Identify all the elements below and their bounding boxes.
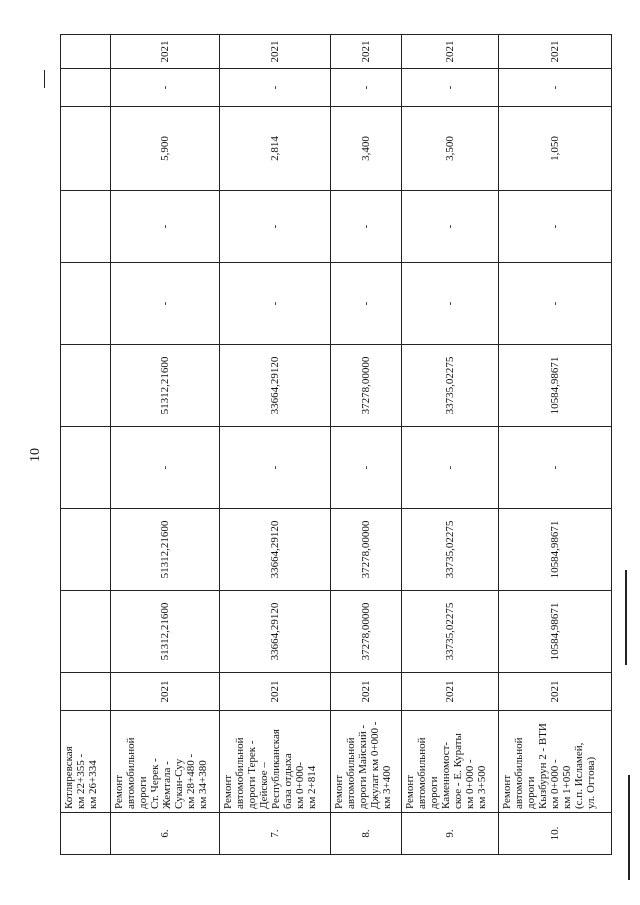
cell-number <box>61 813 111 855</box>
cell-v1: 51312,21600 <box>110 591 219 673</box>
cell-v4: 51312,21600 <box>110 345 219 427</box>
cell-number: 7. <box>220 813 330 855</box>
cell-v3: - <box>401 427 498 509</box>
cell-v4: 37278,00000 <box>330 345 401 427</box>
cell-name: Ремонт автомобильной дороги Каменномост- ское - Е. Кураты км 0+000 - км 3+500 <box>401 711 498 813</box>
cell-v2: 10584,98671 <box>499 509 612 591</box>
cell-number: 6. <box>110 813 219 855</box>
cell-v9: 2021 <box>499 35 612 69</box>
table-row <box>499 35 612 855</box>
cell-v1: 33735,02275 <box>401 591 498 673</box>
cell-number: 10. <box>499 813 612 855</box>
cell-v1: 37278,00000 <box>330 591 401 673</box>
cell-year: 2021 <box>401 673 498 711</box>
cell-v3: - <box>499 427 612 509</box>
cell-v8: - <box>220 69 330 107</box>
cell-v8: - <box>110 69 219 107</box>
cell-v9 <box>61 35 111 69</box>
cell-v3: - <box>110 427 219 509</box>
cell-v6: - <box>220 191 330 263</box>
rotated-table-container <box>60 35 612 855</box>
table-row <box>110 35 219 855</box>
cell-v2: 37278,00000 <box>330 509 401 591</box>
cell-v2: 51312,21600 <box>110 509 219 591</box>
cell-v3 <box>61 427 111 509</box>
cell-v9: 2021 <box>401 35 498 69</box>
table-row <box>61 35 111 855</box>
cell-name: Ремонт автомобильной дороги Ст. Черек - Жемтала - Сукан-Суу км 28+480 - км 34+380 <box>110 711 219 813</box>
cell-v3: - <box>330 427 401 509</box>
table-row <box>401 35 498 855</box>
cell-v8: - <box>330 69 401 107</box>
cell-year: 2021 <box>110 673 219 711</box>
cell-v5: - <box>220 263 330 345</box>
cell-year <box>61 673 111 711</box>
cell-v9: 2021 <box>330 35 401 69</box>
cell-v6: - <box>499 191 612 263</box>
cell-v1 <box>61 591 111 673</box>
cell-v9: 2021 <box>110 35 219 69</box>
cell-v6: - <box>330 191 401 263</box>
cell-v7 <box>61 107 111 191</box>
margin-mark <box>44 70 45 88</box>
cell-v2 <box>61 509 111 591</box>
cell-number: 8. <box>330 813 401 855</box>
cell-v5 <box>61 263 111 345</box>
cell-name: Котляревская км 22+355 - км 26+334 <box>61 711 111 813</box>
page-number: 10 <box>28 448 43 462</box>
cell-name: Ремонт автомобильной дороги Кызбурун 2 - ВТИ км 0+000 - км 1+050 (с.п. Исламей, ул. Огтова) <box>499 711 612 813</box>
table-row <box>220 35 330 855</box>
cell-v8: - <box>499 69 612 107</box>
cell-name: Ремонт автомобильной дороги Терек - Дейское – Республиканская база отдыха км 0+000- км 2+814 <box>220 711 330 813</box>
cell-v4: 33664,29120 <box>220 345 330 427</box>
table-wrapper <box>60 35 612 855</box>
cell-v7: 1,050 <box>499 107 612 191</box>
margin-mark <box>628 775 630 880</box>
cell-v1: 33664,29120 <box>220 591 330 673</box>
cell-name: Ремонт автомобильной дороги Майский - Джулат км 0+000 - км 3+400 <box>330 711 401 813</box>
cell-year: 2021 <box>330 673 401 711</box>
cell-year: 2021 <box>499 673 612 711</box>
cell-year: 2021 <box>220 673 330 711</box>
cell-v6: - <box>110 191 219 263</box>
cell-v7: 3,500 <box>401 107 498 191</box>
road-repair-table <box>60 34 612 855</box>
cell-v1: 10584,98671 <box>499 591 612 673</box>
cell-v2: 33735,02275 <box>401 509 498 591</box>
cell-v4 <box>61 345 111 427</box>
cell-v5: - <box>330 263 401 345</box>
cell-v4: 10584,98671 <box>499 345 612 427</box>
cell-v6 <box>61 191 111 263</box>
cell-v7: 2,814 <box>220 107 330 191</box>
cell-v3: - <box>220 427 330 509</box>
cell-number: 9. <box>401 813 498 855</box>
table-row <box>330 35 401 855</box>
cell-v9: 2021 <box>220 35 330 69</box>
cell-v7: 3,400 <box>330 107 401 191</box>
cell-v2: 33664,29120 <box>220 509 330 591</box>
cell-v8: - <box>401 69 498 107</box>
cell-v8 <box>61 69 111 107</box>
cell-v5: - <box>110 263 219 345</box>
cell-v6: - <box>401 191 498 263</box>
margin-mark <box>625 570 627 665</box>
cell-v4: 33735,02275 <box>401 345 498 427</box>
cell-v5: - <box>499 263 612 345</box>
cell-v7: 5,900 <box>110 107 219 191</box>
cell-v5: - <box>401 263 498 345</box>
